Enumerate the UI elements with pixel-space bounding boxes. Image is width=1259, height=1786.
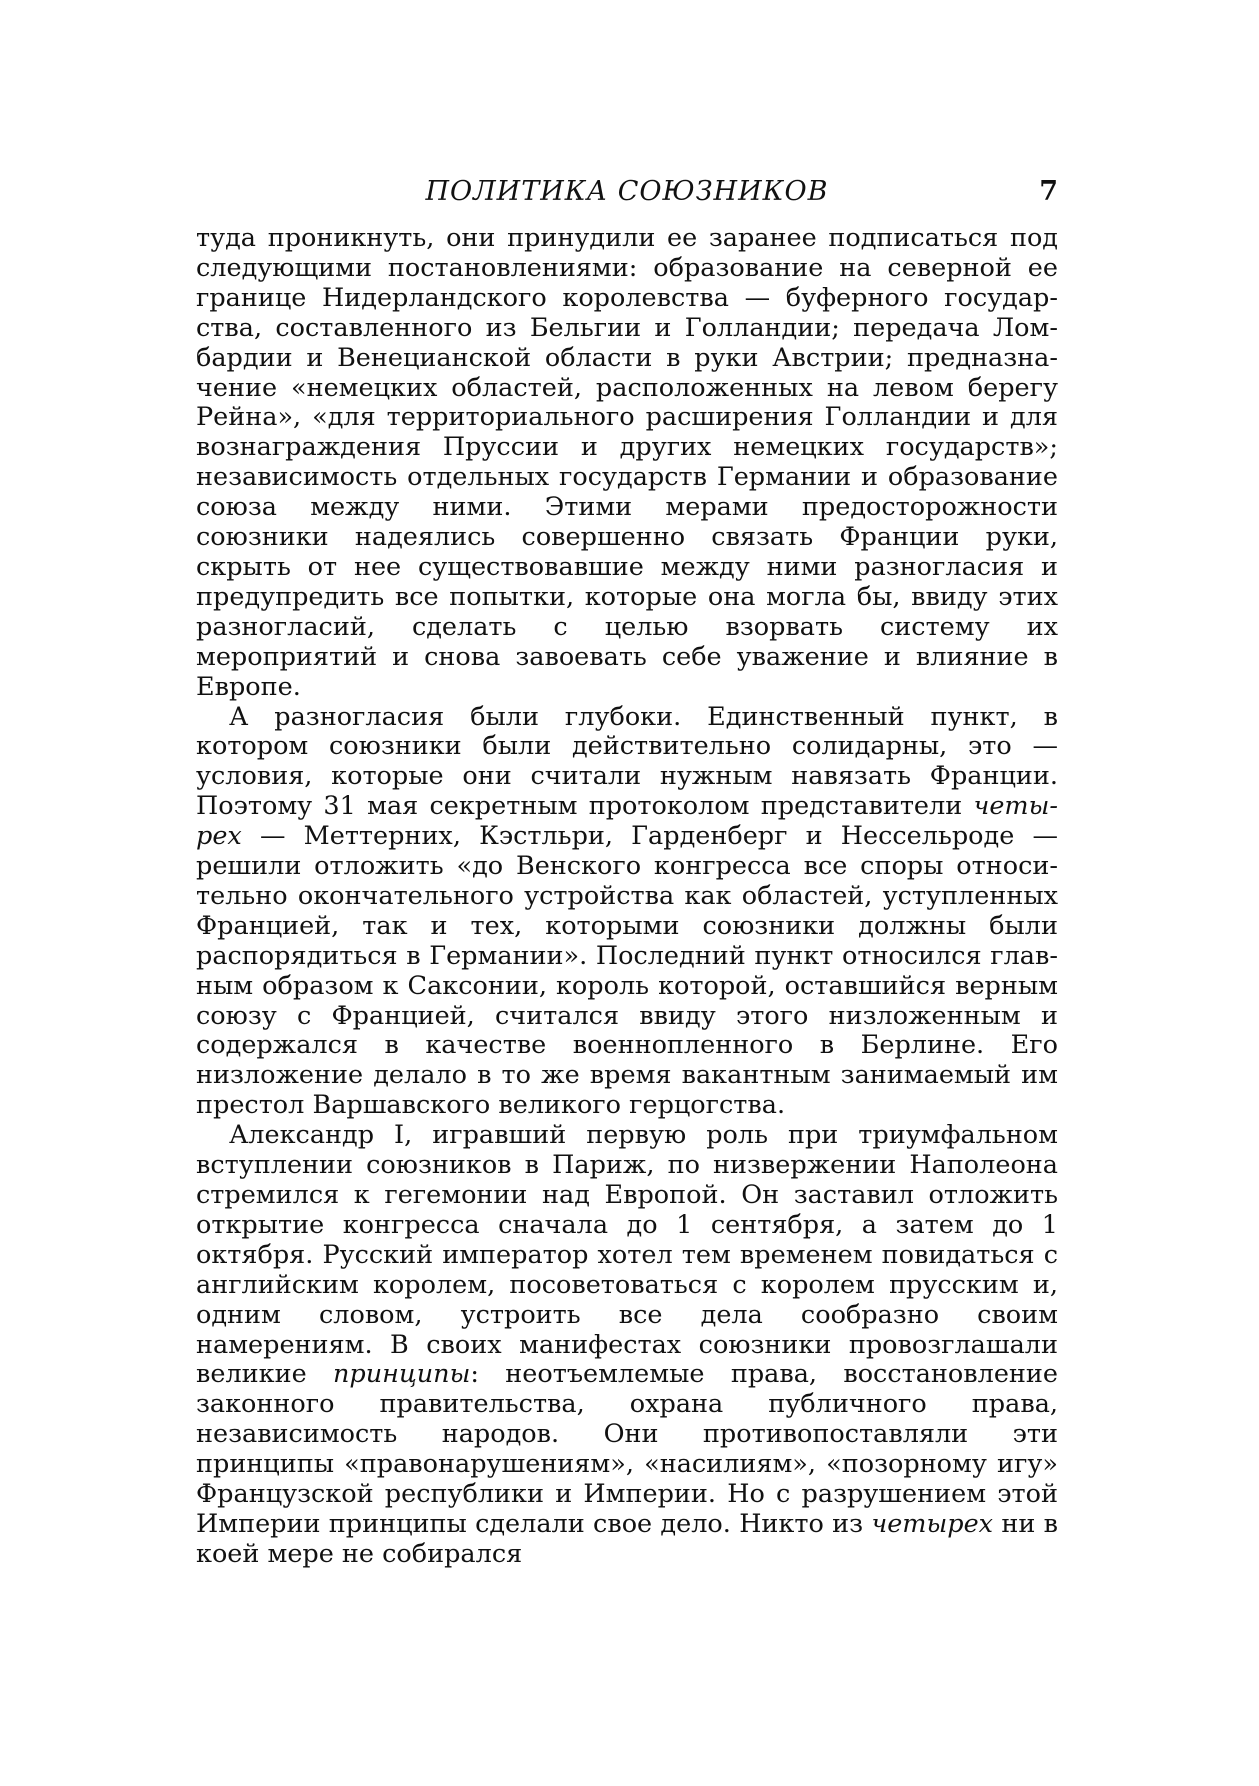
running-title: ПОЛИТИКА СОЮЗНИКОВ	[425, 176, 829, 207]
paragraph-text: А разногласия были глубоки. Единственный пункт, в котором союзники были действительно солидарны, это — условия, которые они считали нужным навязать Франции. Поэтому 31 мая секретным протоколом представители	[196, 701, 1058, 822]
italic-word: четырех	[196, 791, 1058, 852]
paragraph-2	[196, 703, 1058, 1122]
page-number: 7	[1039, 176, 1058, 207]
italic-word: четырех	[871, 1508, 994, 1539]
running-head	[196, 176, 1058, 216]
paragraph-text: Александр I, игравший первую роль при триумфальном вступлении союзников в Париж, по низвержении Наполеона стремился к гегемонии над Европой. Он заставил отложить открытие конгресса сначала до 1 сентября, а затем до 1 октября. Русский император хотел тем временем повидаться с английским королем, посоветоваться с королем прусским и, одним словом, устроить все дела сообразно своим намерениям. В своих манифестах союзники провозглашали великие	[196, 1120, 1058, 1390]
paragraph-text: : неотъемлемые права, восстановление законного правительства, охрана публичного права, независимость народов. Они противопоставляли эти принципы «правонарушениям», «насилиям», «позорному игу» Французской республики и Империи. Но с разрушением этой Империи принципы сделали свое дело. Никто из	[196, 1359, 1058, 1539]
italic-word: принципы	[333, 1359, 471, 1390]
paragraph-1	[196, 224, 1058, 703]
paragraph-text: ни в коей мере не собирался	[196, 1508, 1059, 1569]
book-page	[196, 176, 1058, 1570]
paragraph-3	[196, 1121, 1058, 1570]
paragraph-text: туда проникнуть, они принудили ее заранее подписаться под следующими постановлениями: образование на северной ее границе Нидерландского королевства — буферного государства, составленного из Бельгии и Голландии; передача Ломбардии и Венецианской области в руки Австрии; предназначение «немецких областей, расположенных на левом берегу Рейна», «для территориального расширения Голландии и для вознаграждения Пруссии и других немецких государств»; независимость отдельных государств Германии и образование союза между ними. Этими мерами предосторожности союзники надеялись совершенно связать Франции руки, скрыть от нее существовавшие между ними разногласия и предупредить все попытки, которые она могла бы, ввиду этих разногласий, сделать с целью взорвать систему их мероприятий и снова завоевать себе уважение и влияние в Европе.	[196, 223, 1058, 702]
paragraph-text: — Меттерних, Кэстльри, Гарденберг и Нессельроде — решили отложить «до Венского конгресса все споры относительно окончательного устройства как областей, уступленных Францией, так и тех, которыми союзники должны были распорядиться в Германии». Последний пункт относился главным образом к Саксонии, король которой, оставшийся верным союзу с Францией, считался ввиду этого низложенным и содержался в качестве военнопленного в Берлине. Его низложение делало в то же время вакантным занимаемый им престол Варшавского великого герцогства.	[196, 821, 1058, 1121]
